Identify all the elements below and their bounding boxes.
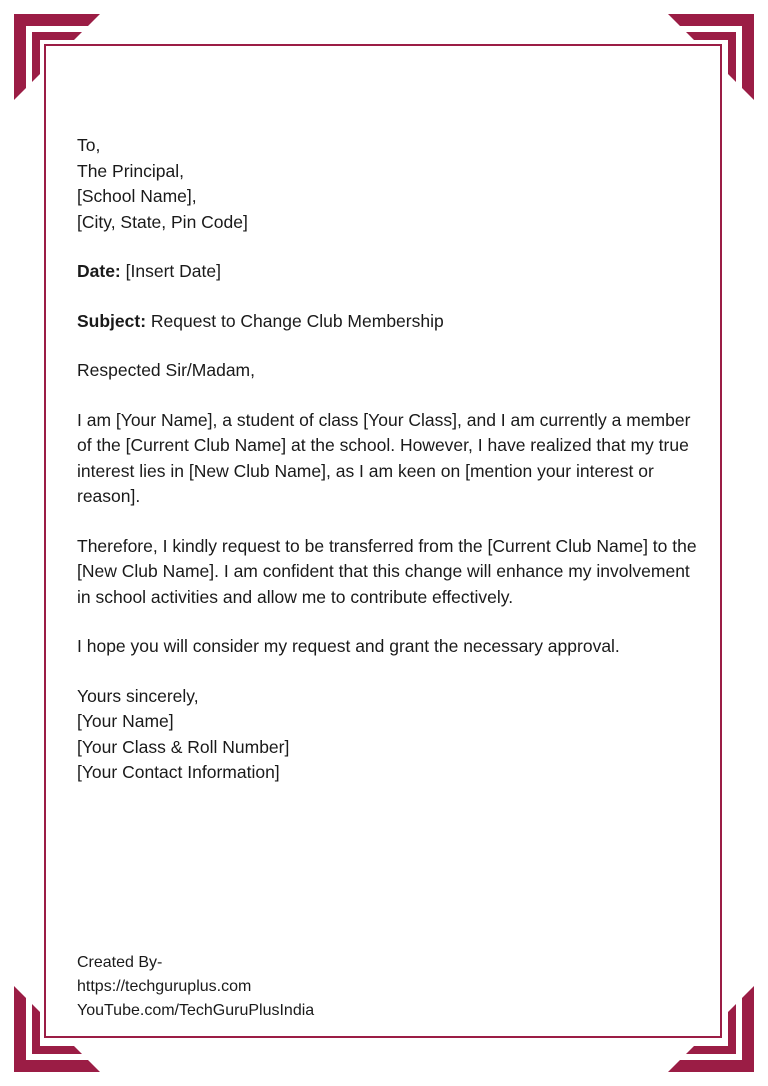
subject-label: Subject:: [77, 310, 147, 331]
body-paragraph-2: Therefore, I kindly request to be transferred from the [Current Club Name] to the [New Club Name]. I am confident that this change will enhance my involvement in school activities and allow me to contribute effectively.: [77, 535, 697, 607]
credits-youtube-link[interactable]: YouTube.com/TechGuruPlusIndia: [77, 1002, 315, 1019]
address-to: To,: [77, 135, 101, 155]
date-label: Date:: [77, 261, 121, 281]
credits-block: [77, 951, 314, 1023]
address-recipient: The Principal,: [77, 160, 184, 181]
closing-name: [Your Name]: [77, 711, 174, 731]
subject-value: Request to Change Club Membership: [146, 310, 444, 331]
closing-block: [77, 684, 702, 786]
closing-contact: [Your Contact Information]: [77, 762, 280, 782]
body-paragraph-1: I am [Your Name], a student of class [Your Class], and I am currently a member of the [Current Club Name] at the school. However, I have realized that my true interest lies in [New Club Name], as I am keen on [mention your interest or reason].: [77, 409, 691, 506]
address-block: [77, 133, 702, 235]
date-value: [Insert Date]: [120, 261, 221, 281]
salutation: Respected Sir/Madam,: [77, 360, 255, 380]
corner-ornament-bottom-right: [664, 982, 754, 1072]
credits-website-link[interactable]: https://techguruplus.com: [77, 978, 252, 995]
closing-class-roll: [Your Class & Roll Number]: [77, 736, 290, 757]
corner-ornament-top-right: [664, 14, 754, 104]
address-location: [City, State, Pin Code]: [77, 211, 248, 232]
body-paragraph-3: I hope you will consider my request and grant the necessary approval.: [77, 636, 620, 656]
address-school: [School Name],: [77, 186, 197, 206]
corner-ornament-top-left: [14, 14, 104, 104]
subject-line: [77, 309, 702, 335]
closing-sign-off: Yours sincerely,: [77, 685, 199, 706]
letter-body: [77, 133, 702, 810]
date-line: [77, 259, 702, 285]
credits-created-by: Created By-: [77, 954, 163, 971]
